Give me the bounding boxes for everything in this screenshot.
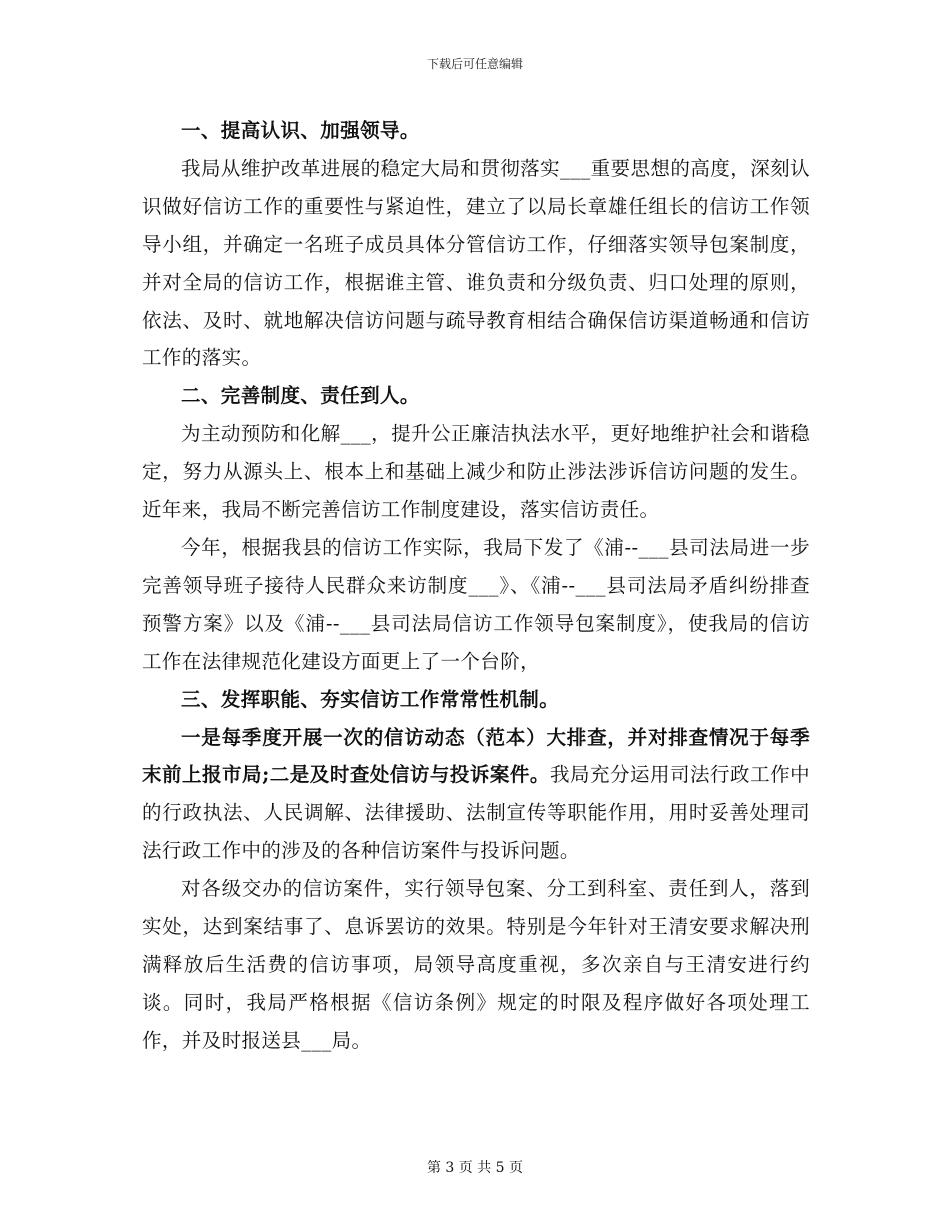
paragraph-continuation: 我局充分运用司法行政工作中的行政执法、人民调解、法律援助、法制宣传等职能作用，用时妥善处理司法行政工作中的涉及的各种信访案件与投诉问题。 (142, 763, 810, 863)
page-number: 第 3 页 共 5 页 (426, 1160, 524, 1176)
body-paragraph-4 (142, 719, 810, 871)
section-heading-3: 三、发挥职能、夯实信访工作常常性机制。 (181, 687, 560, 711)
body-paragraph-2: 为主动预防和化解___，提升公正廉洁执法水平，更好地维护社会和谐稳定，努力从源头上、根本上和基础上减少和防止涉法涉诉信访问题的发生。近年来，我局不断完善信访工作制度建设，落实信访责任。 (142, 422, 810, 522)
page-header: 下载后可任意编辑 (426, 57, 523, 71)
section-heading-1: 一、提高认识、加强领导。 (181, 119, 420, 142)
document-body (142, 112, 810, 1060)
section-heading-2: 二、完善制度、责任到人。 (181, 384, 420, 408)
body-paragraph-5: 对各级交办的信访案件，实行领导包案、分工到科室、责任到人，落到实处，达到案结事了、息诉罢访的效果。特别是今年针对王清安要求解决刑满释放后生活费的信访事项，局领导高度重视，多次亲自与王清安进行约谈。同时，我局严格根据《信访条例》规定的时限及程序做好各项处理工作，并及时报送县___局。 (142, 877, 810, 1052)
bold-lead-text: 一是每季度开展一次的信访动态（范本）大排查，并对排查情况于每季末前上报市局;二是及时查处信访与投诉案件。 (142, 725, 810, 787)
body-paragraph-1: 我局从维护改革进展的稳定大局和贯彻落实___重要思想的高度，深刻认识做好信访工作的重要性与紧迫性，建立了以局长章雄任组长的信访工作领导小组，并确定一名班子成员具体分管信访工作，仔细落实领导包案制度，并对全局的信访工作，根据谁主管、谁负责和分级负责、归口处理的原则，依法、及时、就地解决信访问题与疏导教育相结合确保信访渠道畅通和信访工作的落实。 (142, 156, 810, 370)
body-paragraph-3: 今年，根据我县的信访工作实际，我局下发了《浦--___县司法局进一步完善领导班子接待人民群众来访制度___》、《浦--___县司法局矛盾纠纷排查预警方案》以及《浦--___县司法局信访工作领导包案制度》，使我局的信访工作在法律规范化建设方面更上了一个台阶， (142, 535, 810, 673)
